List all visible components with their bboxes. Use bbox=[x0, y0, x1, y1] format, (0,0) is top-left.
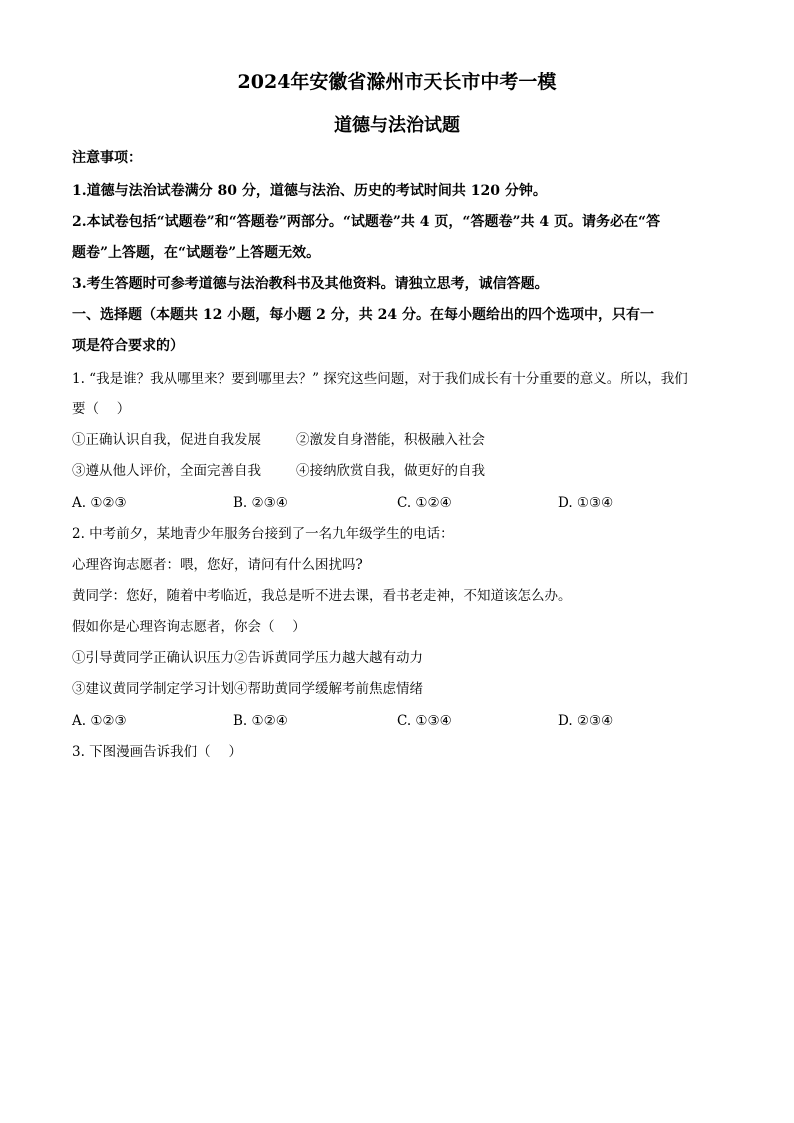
q2-items-line-1: ①引导黄同学正确认识压力②告诉黄同学压力越大越有动力 bbox=[72, 650, 423, 666]
q3-stem: 3. 下图漫画告诉我们（ ） bbox=[72, 744, 242, 760]
q2-stem: 2. 中考前夕，某地青少年服务台接到了一名九年级学生的电话： bbox=[72, 526, 454, 542]
q2-volunteer-line: 心理咨询志愿者：喂，您好，请问有什么困扰吗? bbox=[72, 557, 363, 573]
q1-item-2: ②激发自身潜能，积极融入社会 bbox=[296, 432, 485, 448]
q1-option-a: A. ①②③ bbox=[72, 495, 127, 511]
q2-items-line-2: ③建议黄同学制定学习计划④帮助黄同学缓解考前焦虑情绪 bbox=[72, 681, 423, 697]
q1-option-c: C. ①②④ bbox=[397, 495, 452, 511]
exam-subtitle: 道德与法治试题 bbox=[334, 115, 460, 136]
q2-option-a: A. ①②③ bbox=[72, 713, 127, 729]
q1-item-1: ①正确认识自我，促进自我发展 bbox=[72, 432, 261, 448]
q1-option-b: B. ②③④ bbox=[233, 495, 288, 511]
note-item-3: 3.考生答题时可参考道德与法治教科书及其他资料。请独立思考，诚信答题。 bbox=[72, 276, 549, 292]
note-item-1: 1.道德与法治试卷满分 80 分，道德与法治、历史的考试时间共 120 分钟。 bbox=[72, 183, 547, 199]
q2-option-b: B. ①②④ bbox=[233, 713, 288, 729]
q1-option-d: D. ①③④ bbox=[558, 495, 614, 511]
note-item-2: 2.本试卷包括“试题卷”和“答题卷”两部分。“试题卷”共 4 页，“答题卷”共 4 页。请务必在“答 bbox=[72, 214, 661, 230]
q2-question: 假如你是心理咨询志愿者，你会（ ） bbox=[72, 619, 306, 635]
note-item-2-cont: 题卷”上答题，在“试题卷”上答题无效。 bbox=[72, 245, 321, 261]
exam-title: 2024年安徽省滁州市天长市中考一模 bbox=[237, 71, 557, 93]
q1-stem-cont: 要（ ） bbox=[72, 401, 131, 417]
q2-option-c: C. ①③④ bbox=[397, 713, 452, 729]
section-heading: 一、选择题（本题共 12 小题，每小题 2 分，共 24 分。在每小题给出的四个选项中，只有一 bbox=[72, 307, 654, 323]
q2-student-line: 黄同学：您好，随着中考临近，我总是听不进去课，看书老走神，不知道该怎么办。 bbox=[72, 588, 572, 604]
q2-option-d: D. ②③④ bbox=[558, 713, 614, 729]
q1-item-3: ③遵从他人评价，全面完善自我 bbox=[72, 463, 261, 479]
notes-heading: 注意事项： bbox=[72, 150, 142, 166]
q1-item-4: ④接纳欣赏自我，做更好的自我 bbox=[296, 463, 485, 479]
q1-stem: 1. “我是谁？我从哪里来？要到哪里去？” 探究这些问题，对于我们成长有十分重要的意义。所以，我们 bbox=[72, 371, 688, 387]
section-heading-cont: 项是符合要求的） bbox=[72, 338, 184, 354]
